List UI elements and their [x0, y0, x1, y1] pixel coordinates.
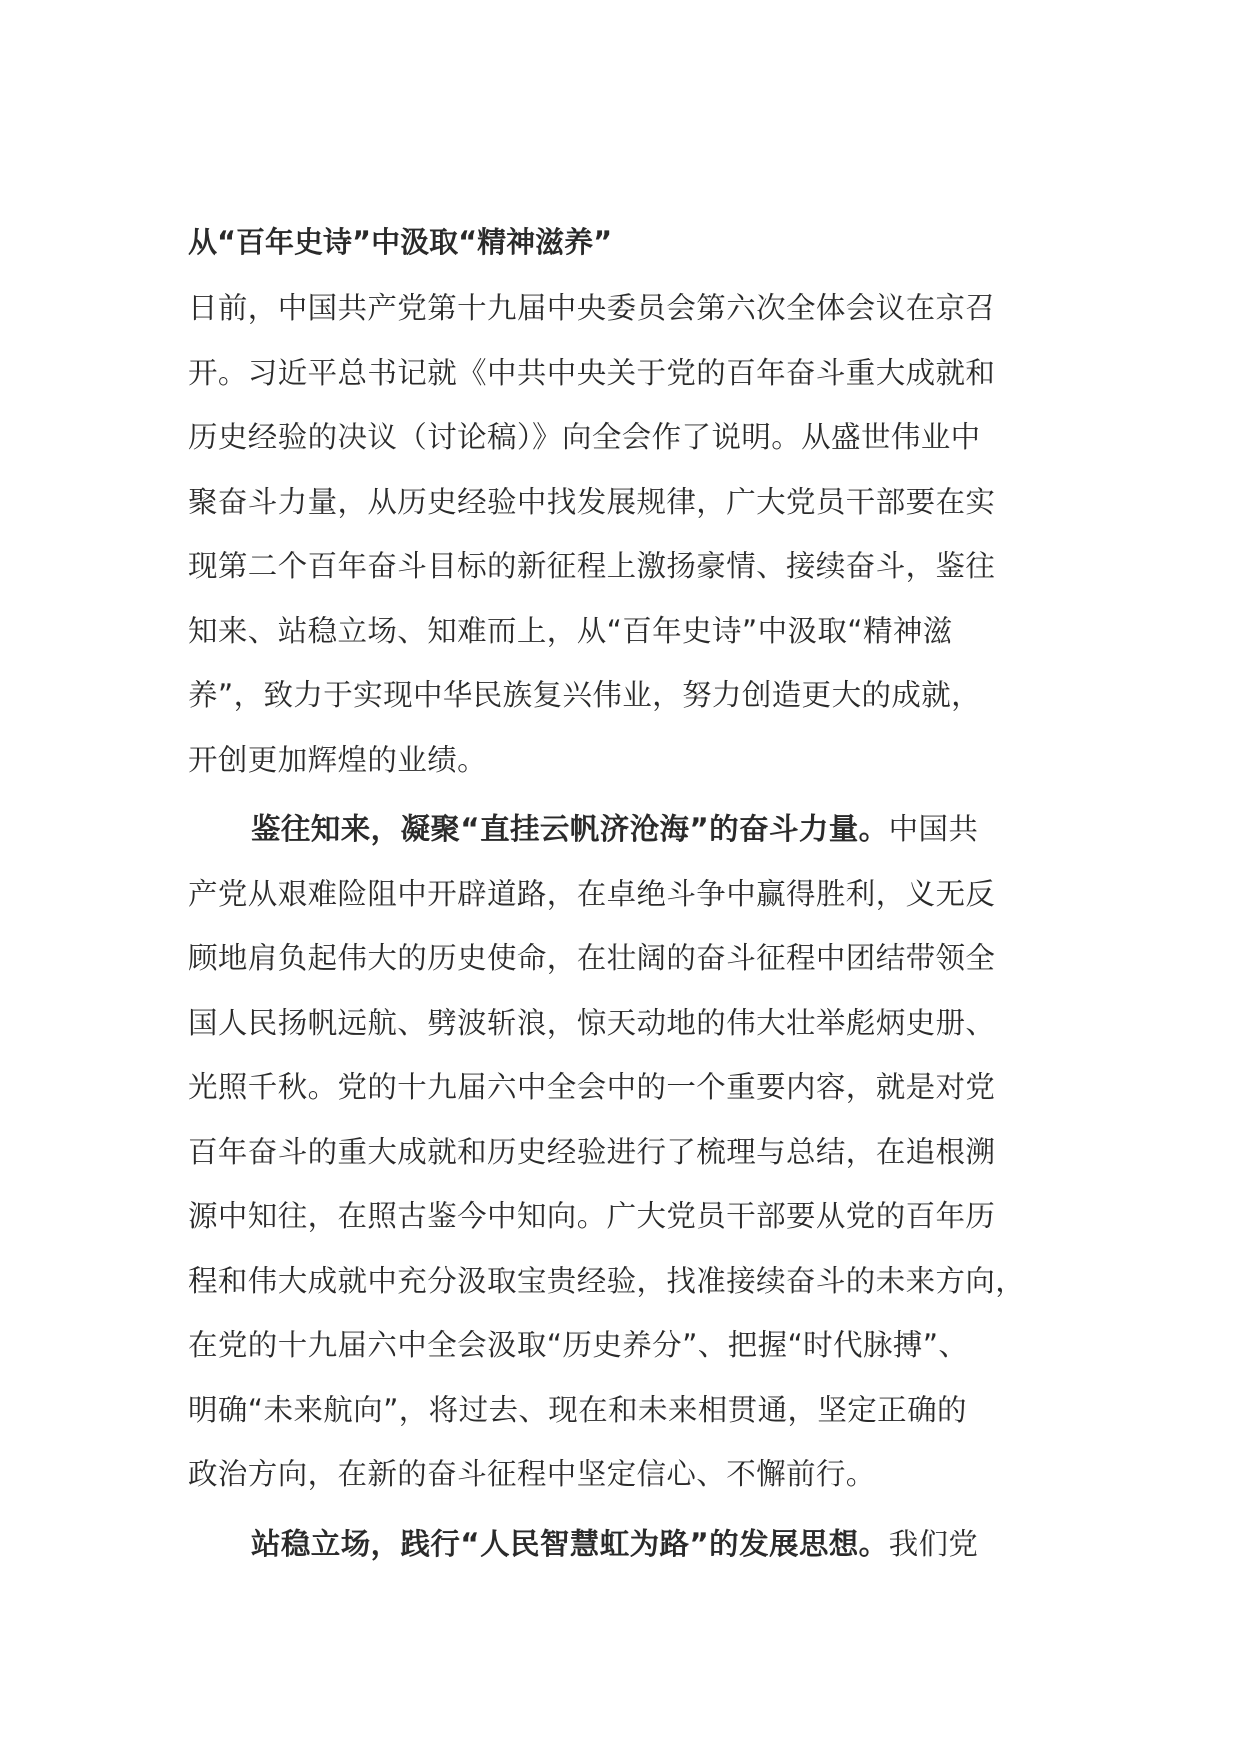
paragraph-3: [188, 1512, 1088, 1577]
text-line: [188, 1512, 1088, 1577]
paragraph-2: [188, 797, 1088, 1507]
text-line: 聚奋斗力量，从历史经验中找发展规律，广大党员干部要在实: [188, 484, 996, 519]
text-line: 光照千秋。党的十九届六中全会中的一个重要内容，就是对党: [188, 1070, 996, 1104]
text-line: 产党从艰难险阻中开辟道路，在卓绝斗争中赢得胜利，义无反: [188, 876, 996, 911]
text-line: 程和伟大成就中充分汲取宝贵经验，找准接续奋斗的未来方向，: [188, 1263, 1026, 1298]
text-line: 养”，致力于实现中华民族复兴伟业，努力创造更大的成就，: [188, 678, 982, 712]
text-line: [188, 797, 1088, 862]
paragraph-heading: 鉴往知来，凝聚“直挂云帆济沧海”的奋斗力量。: [251, 812, 889, 846]
text-line: 明确“未来航向”，将过去、现在和未来相贯通，坚定正确的: [188, 1392, 967, 1427]
text-line: 国人民扬帆远航、劈波斩浪，惊天动地的伟大壮举彪炳史册、: [188, 1005, 996, 1040]
text-line: 开创更加辉煌的业绩。: [188, 742, 488, 777]
heading-continuation: 我们党: [888, 1527, 979, 1561]
text-line: 政治方向，在新的奋斗征程中坚定信心、不懈前行。: [188, 1457, 876, 1491]
text-line: 知来、站稳立场、知难而上，从“百年史诗”中汲取“精神滋: [188, 613, 953, 648]
text-line: 源中知往，在照古鉴今中知向。广大党员干部要从党的百年历: [188, 1199, 996, 1233]
document-title: 从“百年史诗”中汲取“精神滋养”: [188, 225, 613, 259]
paragraph-heading: 站稳立场，践行“人民智慧虹为路”的发展思想。: [251, 1527, 889, 1561]
text-line: 顾地肩负起伟大的历史使命，在壮阔的奋斗征程中团结带领全: [188, 941, 996, 975]
text-line: 日前，中国共产党第十九届中央委员会第六次全体会议在京召: [188, 291, 996, 325]
text-line: 现第二个百年奋斗目标的新征程上激扬豪情、接续奋斗，鉴往: [188, 549, 996, 583]
text-line: 百年奋斗的重大成就和历史经验进行了梳理与总结，在追根溯: [188, 1134, 996, 1169]
text-line: 在党的十九届六中全会汲取“历史养分”、把握“时代脉搏”、: [188, 1328, 969, 1362]
heading-continuation: 中国共: [888, 812, 979, 846]
text-line: 开。习近平总书记就《中共中央关于党的百年奋斗重大成就和: [188, 355, 996, 390]
paragraph-1: [188, 276, 1088, 792]
text-line: 历史经验的决议（讨论稿）》向全会作了说明。从盛世伟业中: [188, 420, 981, 454]
